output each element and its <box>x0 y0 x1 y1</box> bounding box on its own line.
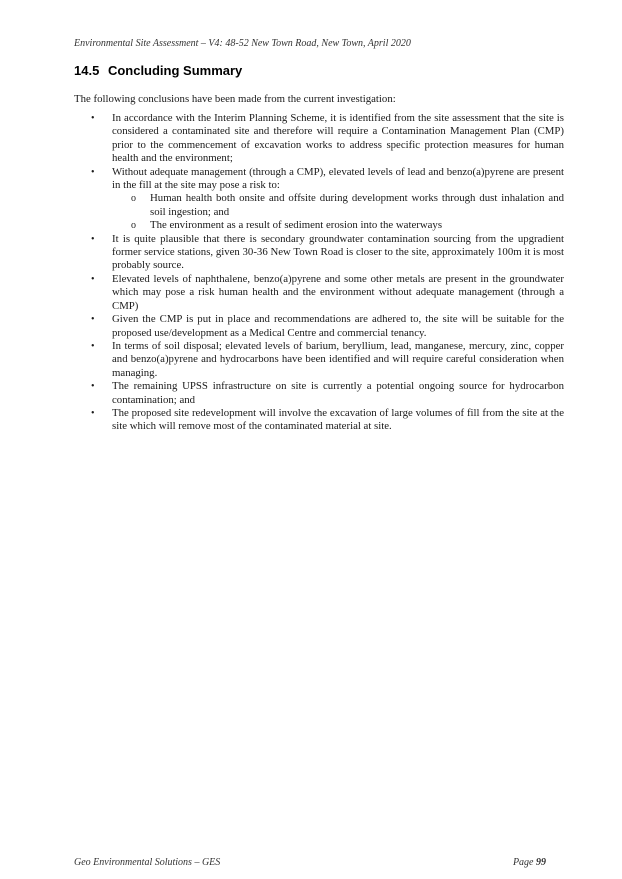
footer-company: Geo Environmental Solutions – GES <box>74 857 221 868</box>
list-item <box>74 233 564 273</box>
sub-bullet-icon: o <box>131 193 136 205</box>
page-number: 99 <box>536 857 546 868</box>
section-number: 14.5 <box>74 63 100 78</box>
bullet-icon: • <box>91 407 95 419</box>
risk-sublist <box>112 192 564 232</box>
running-header: Environmental Site Assessment – V4: 48-52 New Town Road, New Town, April 2020 <box>74 38 411 49</box>
list-item-text: The remaining UPSS infrastructure on site is currently a potential ongoing source for hydrocarbon contamination; and <box>112 380 564 406</box>
list-item <box>74 273 564 313</box>
section-heading: Concluding Summary <box>107 63 243 78</box>
sub-list-item <box>112 192 564 219</box>
list-item <box>74 380 564 407</box>
list-item <box>74 166 564 233</box>
list-item <box>74 340 564 380</box>
sub-list-item <box>112 219 564 232</box>
list-item <box>74 313 564 340</box>
sub-bullet-icon: o <box>131 220 136 232</box>
bullet-icon: • <box>91 273 95 285</box>
sub-list-item-text: The environment as a result of sediment erosion into the waterways <box>150 219 443 232</box>
list-item-text: It is quite plausible that there is secondary groundwater contamination sourcing from the upgradient former service stations, given 30-36 New Town Road is closer to the site, approximately 100m it is most probably source. <box>112 232 564 272</box>
bullet-icon: • <box>91 233 95 245</box>
intro-paragraph: The following conclusions have been made from the current investigation: <box>74 93 396 105</box>
list-item <box>74 407 564 434</box>
conclusions-list <box>74 112 564 434</box>
list-item-text: In accordance with the Interim Planning Scheme, it is identified from the site assessment that the site is considered a contaminated site and therefore will require a Contamination Management Plan (CMP) prior to the commencement of excavation works to address specific protection measures for human health and the environment; <box>112 112 564 165</box>
bullet-icon: • <box>91 340 95 352</box>
list-item-text: The proposed site redevelopment will involve the excavation of large volumes of fill from the site at the site which will remove most of the contaminated material at site. <box>112 406 564 433</box>
page-label: Page <box>512 857 536 868</box>
footer-page-indicator <box>513 857 546 868</box>
section-title <box>74 63 242 78</box>
list-item-text: Given the CMP is put in place and recommendations are adhered to, the site will be suitable for the proposed use/development as a Medical Centre and commercial tenancy. <box>112 313 564 339</box>
bullet-icon: • <box>91 381 95 393</box>
list-item <box>74 112 564 166</box>
bullet-icon: • <box>91 166 95 178</box>
bullet-icon: • <box>91 113 95 124</box>
sub-list-item-text: Human health both onsite and offsite during development works through dust inhalation and soil ingestion; and <box>150 192 564 218</box>
list-item-text: Without adequate management (through a CMP), elevated levels of lead and benzo(a)pyrene are present in the fill at the site may pose a risk to: <box>112 165 564 192</box>
list-item-text: In terms of soil disposal; elevated levels of barium, beryllium, lead, manganese, mercury, zinc, copper and benzo(a)pyrene and hydrocarbons have been identified and will require careful consideration when managing. <box>112 339 564 379</box>
bullet-icon: • <box>91 314 95 326</box>
list-item-text: Elevated levels of naphthalene, benzo(a)pyrene and some other metals are present in the groundwater which may pose a risk human health and the environment without adequate management (through a CMP) <box>112 272 564 312</box>
